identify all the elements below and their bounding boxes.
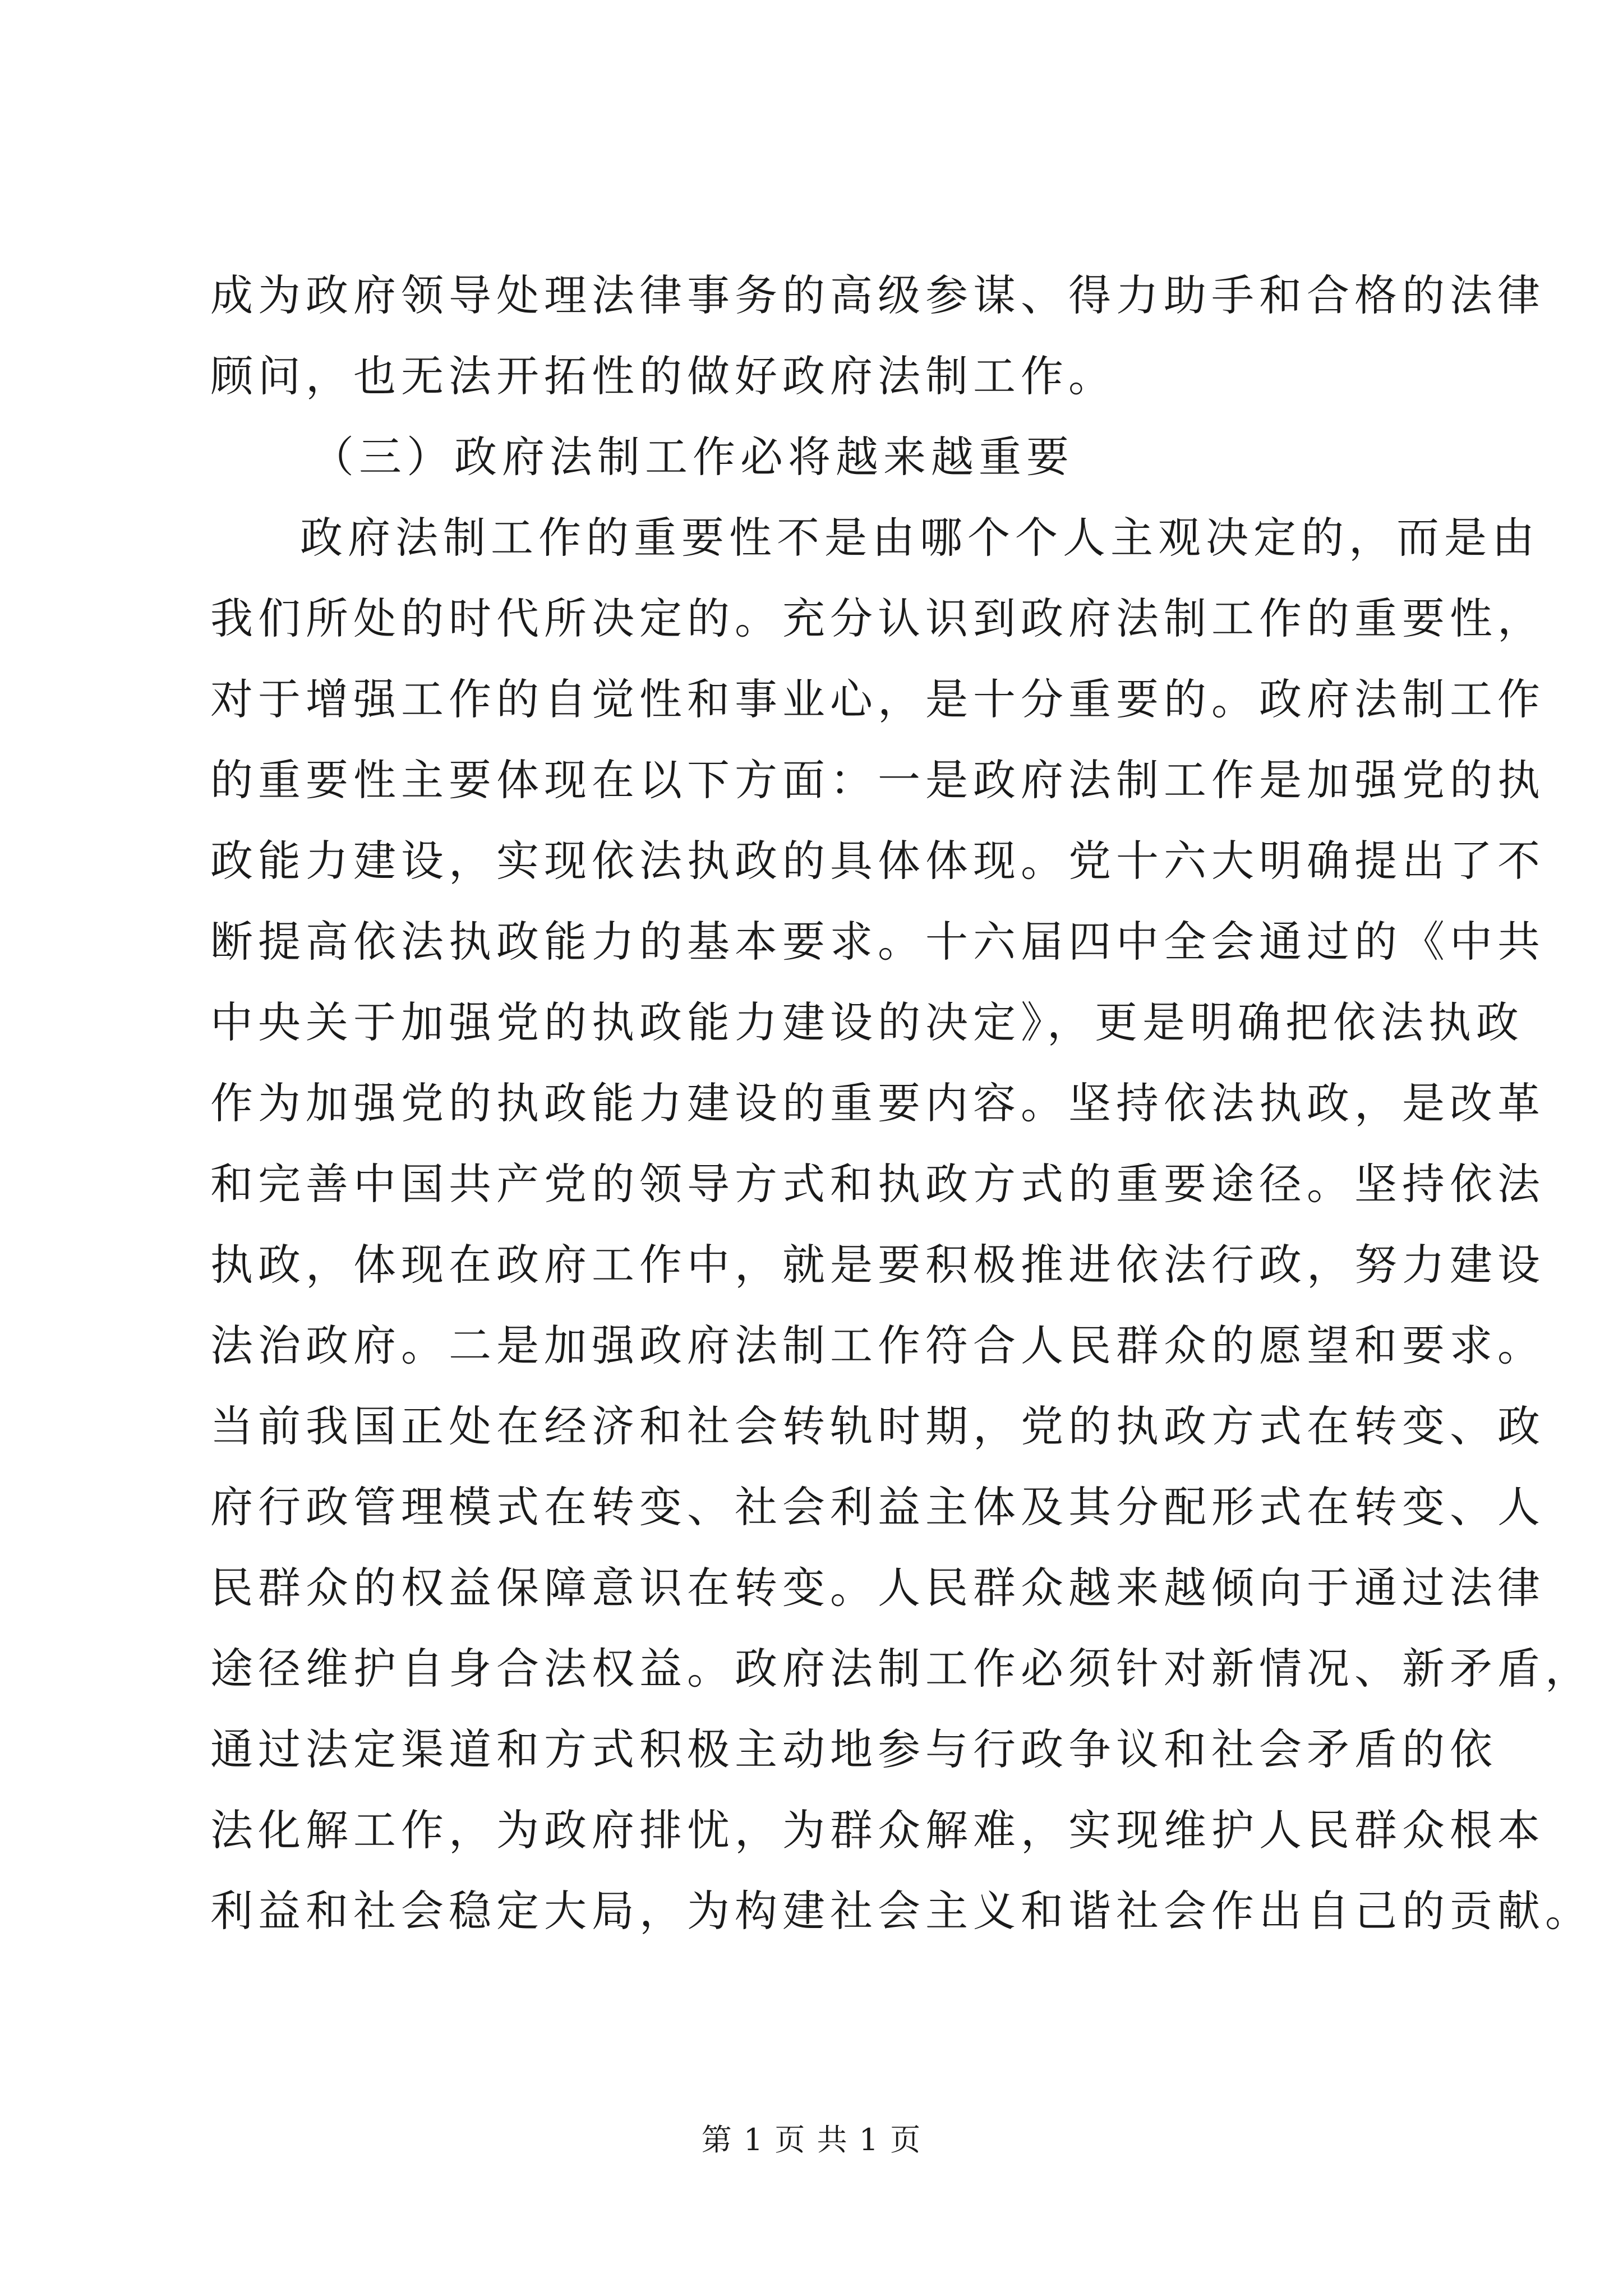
text-line: 法化解工作，为政府排忧，为群众解难，实现维护人民群众根本 [210, 1805, 1545, 1855]
text-line: 当前我国正处在经济和社会转轨时期，党的执政方式在转变、政 [210, 1401, 1545, 1451]
text-line: 我们所处的时代所决定的。充分认识到政府法制工作的重要性， [210, 593, 1545, 643]
text-line: 政府法制工作的重要性不是由哪个个人主观决定的，而是由 [300, 513, 1539, 563]
text-line: 作为加强党的执政能力建设的重要内容。坚持依法执政，是改革 [210, 1078, 1545, 1128]
text-line: 执政，体现在政府工作中，就是要积极推进依法行政，努力建设 [210, 1240, 1545, 1290]
text-line: 府行政管理模式在转变、社会利益主体及其分配形式在转变、人 [210, 1482, 1545, 1532]
text-line: 成为政府领导处理法律事务的高级参谋、得力助手和合格的法律 [210, 270, 1545, 320]
text-line: 民群众的权益保障意识在转变。人民群众越来越倾向于通过法律 [210, 1563, 1545, 1613]
text-line: 中央关于加强党的执政能力建设的决定》，更是明确把依法执政 [210, 997, 1524, 1047]
section-heading: （三）政府法制工作必将越来越重要 [311, 432, 1074, 482]
text-line: 法治政府。二是加强政府法制工作符合人民群众的愿望和要求。 [210, 1320, 1545, 1370]
text-line: 途径维护自身合法权益。政府法制工作必须针对新情况、新矛盾， [210, 1644, 1593, 1694]
text-line: 顾问，也无法开拓性的做好政府法制工作。 [210, 351, 1116, 401]
text-line: 利益和社会稳定大局，为构建社会主义和谐社会作出自己的贡献。 [210, 1886, 1593, 1936]
text-line: 和完善中国共产党的领导方式和执政方式的重要途径。坚持依法 [210, 1159, 1545, 1209]
text-line: 政能力建设，实现依法执政的具体体现。党十六大明确提出了不 [210, 836, 1545, 886]
page-number-footer: 第 1 页 共 1 页 [701, 2122, 922, 2157]
text-line: 的重要性主要体现在以下方面：一是政府法制工作是加强党的执 [210, 755, 1545, 805]
document-body [210, 255, 1593, 1952]
text-line: 通过法定渠道和方式积极主动地参与行政争议和社会矛盾的依 [210, 1724, 1497, 1774]
text-line: 断提高依法执政能力的基本要求。十六届四中全会通过的《中共 [210, 917, 1545, 967]
text-line: 对于增强工作的自觉性和事业心，是十分重要的。政府法制工作 [210, 674, 1545, 724]
